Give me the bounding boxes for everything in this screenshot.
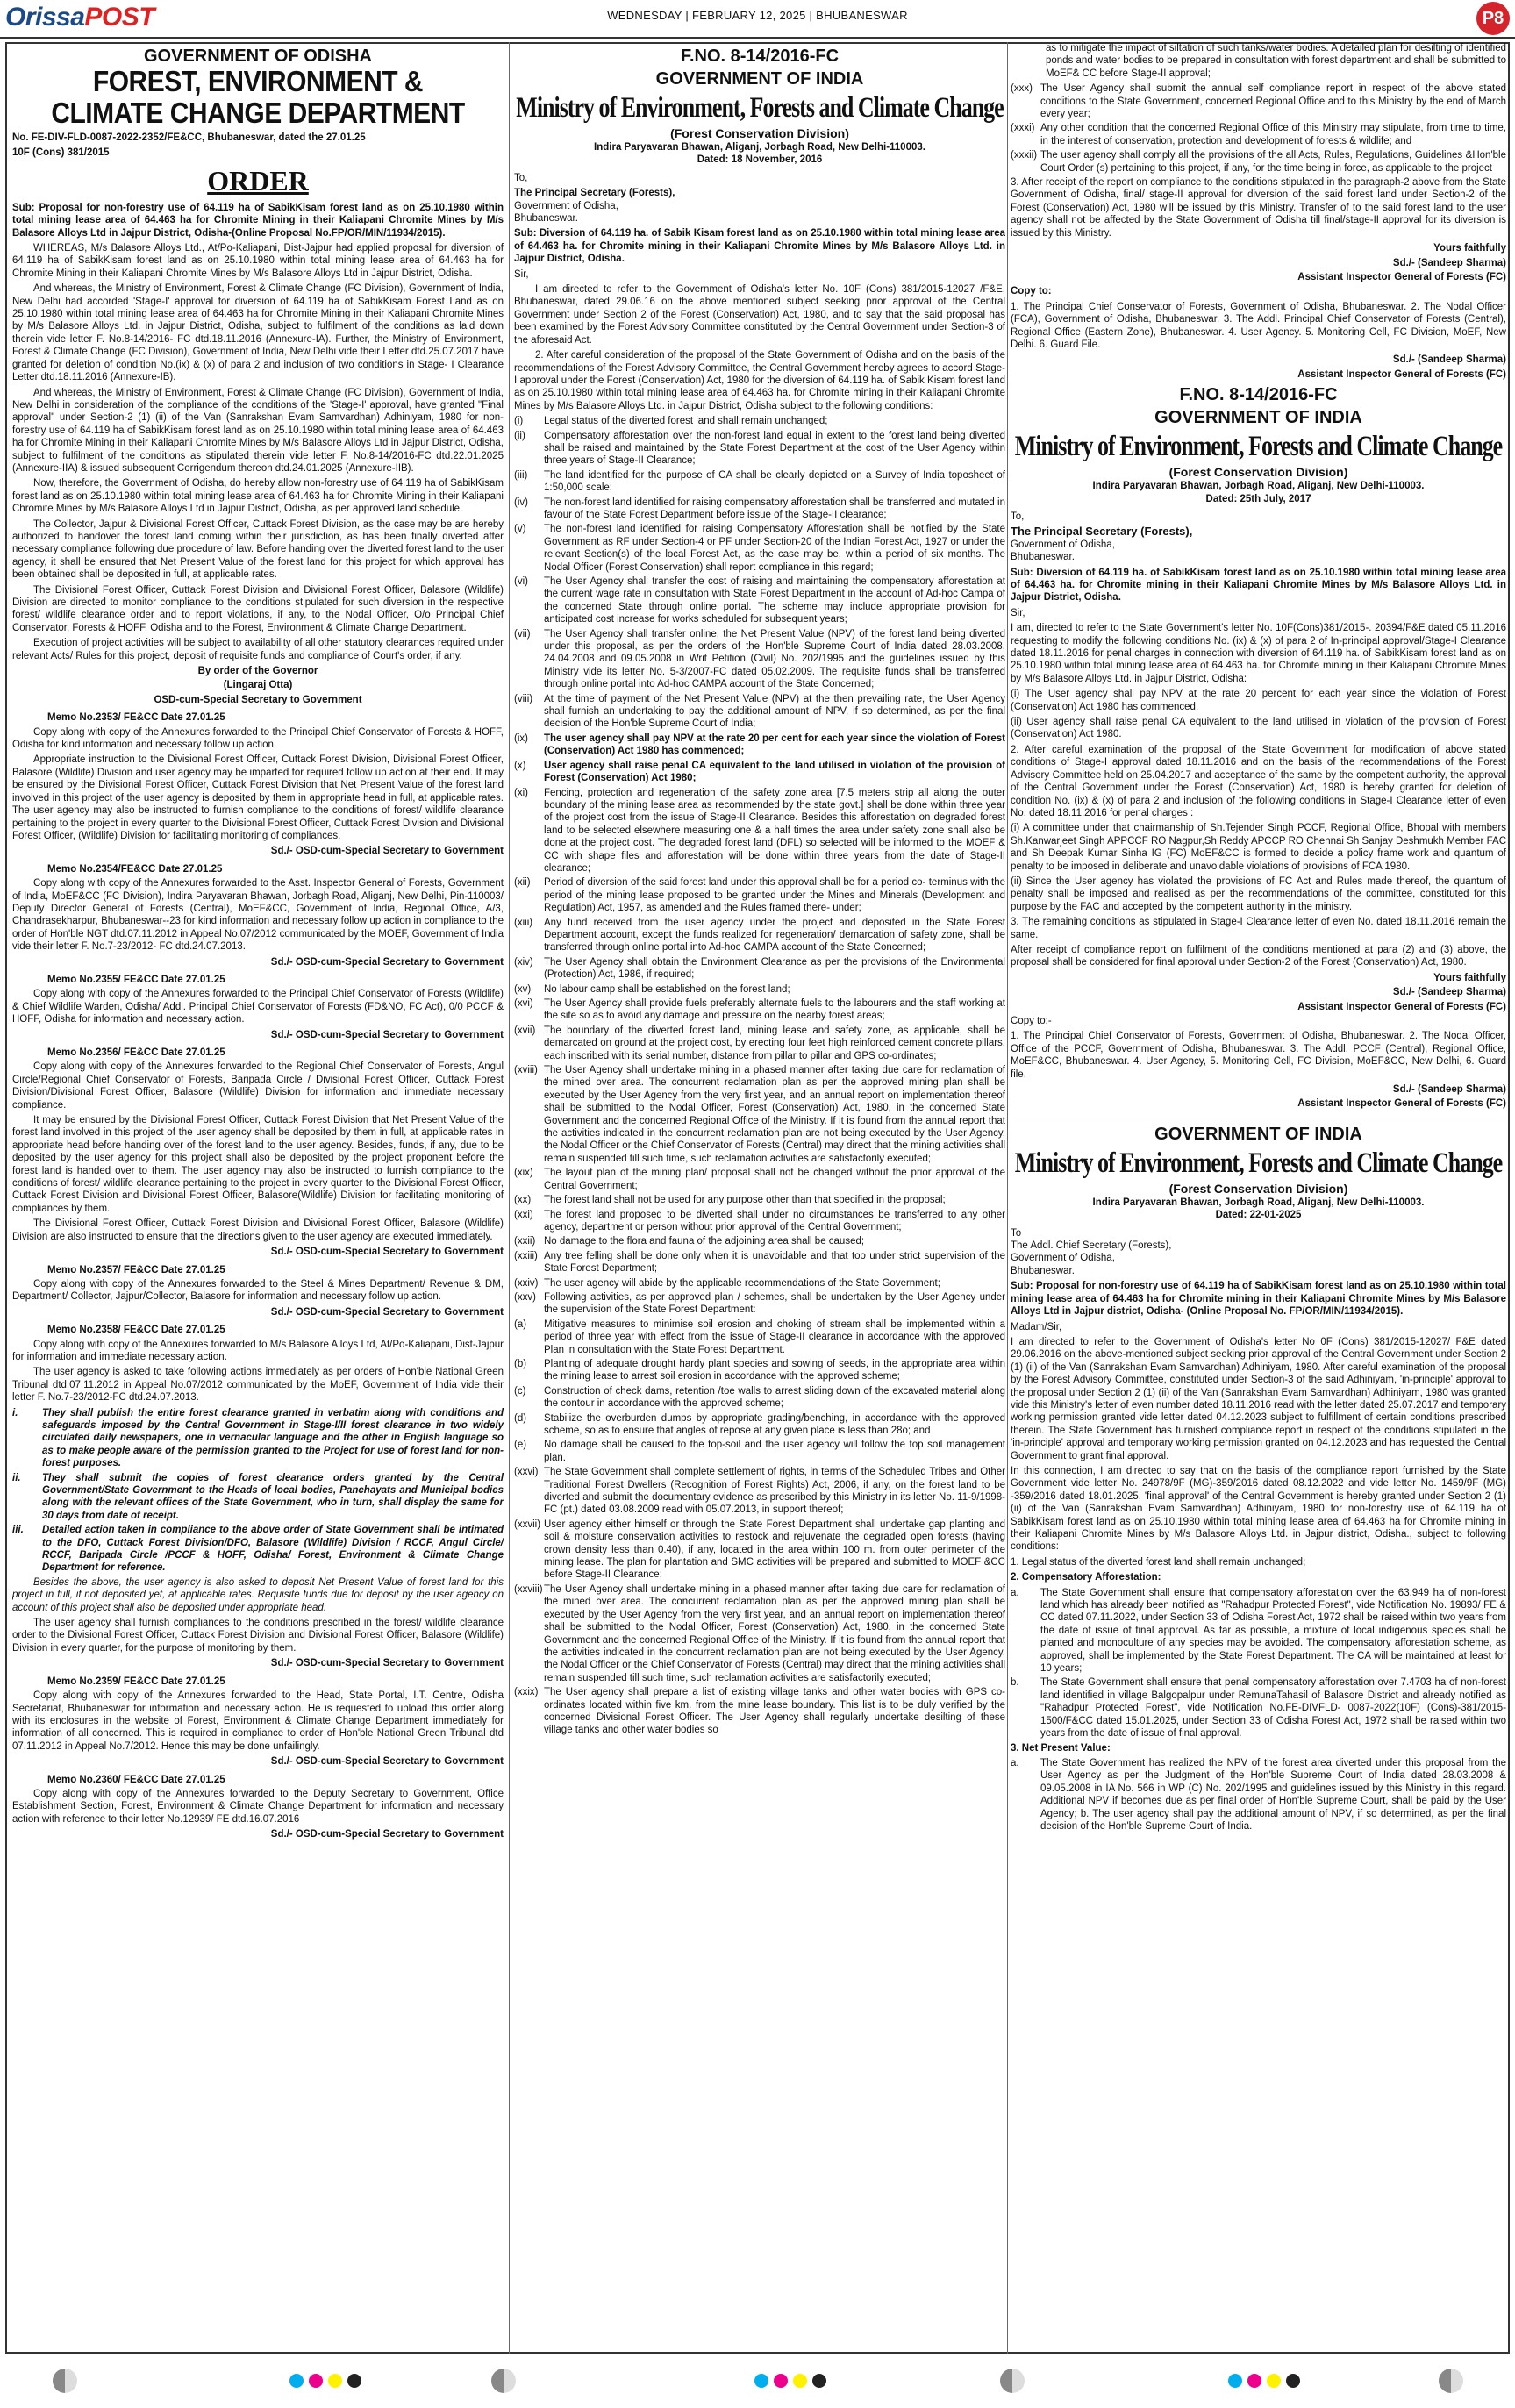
paragraph: (i) The User agency shall pay NPV at the rate 20 percent for each year since the violation of Forest (Conservation) Act 1980 has commenced. (1011, 689, 1506, 712)
registration-mark-icon (1000, 2369, 1025, 2393)
signature-line: Sd./- (Sandeep Sharma) (1392, 257, 1506, 268)
address-line: Indira Paryavaran Bhawan, Aliganj, Jorbagh Road, New Delhi-110003. (594, 142, 925, 153)
condition-item: (xxviii) The User Agency shall undertake mining in a phased manner after taking due care for reclamation of the mined over area. The concurrent reclamation plan as per the approved mining plan shall be executed by the User Agency from the very first year, and an annual report on implementation thereof shall be submitted to the Nodal Officer, Forest (Conservation) Act, 1980, in the concerned State Government and the concerned Regional Office of the Ministry. If it is found from the annual report that the activities indicated in the concurrent reclamation plan are not being executed by the User Agency, the Nodal Officer or the Chief Conservator of Forests (Central) may direct that the mining activities shall remain suspended till such time, such reclamation activities are satisfactorily executed; (514, 1583, 1005, 1683)
addressee: The Addl. Chief Secretary (Forests), (1011, 1240, 1172, 1252)
condition-item: (xxv) Following activities, as per approved plan / schemes, shall be undertaken by the User Agency under the supervision of the State Forest Department: (514, 1291, 1005, 1316)
registration-mark-icon (53, 2369, 77, 2393)
addressee: The Principal Secretary (Forests), (1011, 525, 1193, 539)
paragraph: And whereas, the Ministry of Environment, Forest & Climate Change (FC Division), Government of India, New Delhi in consideration of the compliance of the conditions of the 'Stage-I' approval, have granted "Final approval" under Section-2 (1) (ii) of the Van (Sanrakshan Evam Samvardhan) Adhiniyam, 1980 for non-forestry use of 64.119 ha of SabikKisam forest land as on 25.10.1980 within total mining lease area of 64.463 ha for Chromite Mining in their Kaliapani Chromite Mines by M/s Balasore Alloys Ltd in Jajpur District, Odisha, subject to fulfilment of the conditions as stipulated therein vide letter F. No.8-14/2016-FC dtd.22.01.2025 (Annexure-IIA) & issued subsequent Corrigendum thereon dtd.24.01.2025 (Annexure-IIB). (12, 387, 504, 474)
closing: Yours faithfully (1433, 243, 1506, 254)
registration-mark-icon (491, 2369, 516, 2393)
paragraph: Copy along with copy of the Annexures forwarded to the Head, State Portal, I.T. Centre, Odisha Secretariat, Bhubaneswar for information and necessary action. He is requested to upload this order along with its enclosures in the website of Forest, Environment & Climate Change Department immediately for information of all concerned. This is required in compliance to order of Hon'ble National Green Tribunal dtd 07.11.2012 in Appeal No.7/2012. Hence this may be done unfailingly. (12, 1690, 504, 1752)
column-odisha-order (12, 42, 504, 2354)
signatory-designation: OSD-cum-Special Secretary to Government (154, 694, 362, 705)
list-item: a. The State Government has realized the NPV of the forest area diverted under this proposal from the User Agency as per the Judgment of the Hon'ble Supreme Court of India dated 28.03.2008 & 09.05.2008 in IA No. 566 in WP (C) No. 202/1995 and guidelines issued by this Ministry in this regard. Additional NPV if becomes due as per final order of Hon'ble Supreme Court, shall be paid by the User Agency; b. The user agency shall pay the additional amount of NPV, if so determined, as per the final decision of the Hon'ble Supreme Court of India. (1011, 1757, 1506, 1832)
condition-item: (xx) The forest land shall not be used for any purpose other than that specified in the proposal; (514, 1195, 946, 1206)
letter-subject: Sub: Diversion of 64.119 ha. of Sabik Kisam forest land as on 25.10.1980 within total mining lease area of 64.463 ha. for Chromite mining in their Kaliapani Chromite Mines by M/s Balasore Alloys Ltd. in Jajpur District, Odisha. (514, 228, 1005, 265)
addressee: Government of Odisha, (514, 200, 618, 211)
condition-item: (xxiii) Any tree felling shall be done only when it is unavoidable and that too under strict supervision of the State Forest Department; (514, 1250, 1005, 1275)
paragraph: And whereas, the Ministry of Environment, Forest & Climate Change (FC Division), Government of India, New Delhi had accorded 'Stage-I' approval for diversion of 64.119 ha of SabikKisam Forest Land as on 25.10.1980 within total mining lease area of 64.463 ha for Chromite Mining in their Kaliapani Chromite Mines by M/s Balasore Alloys Ltd. in Jajpur District, Odisha, subject to fulfilment of the conditions as laid down therein vide letter F. No.8-14/2016- FC dtd.18.11.2016 (Annexure-IA). Further, the Ministry of Environment, Forest & Climate Change (FC Division), Government of India, New Delhi vide their Letter dtd.25.07.2017 have granted for deletion of condition No.(ix) & (x) of para 2 and inclusion of two conditions in Stage- I Clearance Letter dtd.18.11.2016 (Annexure-IB). (12, 283, 504, 383)
paragraph: 2. After careful consideration of the proposal of the State Government of Odisha and on the basis of the recommendations of the Forest Advisory Committee, the Central Government hereby agrees to accord Stage-I approval under the Forest (Conservation) Act, 1980 for the diversion of 64.119 ha. of Sabik Kisam forest land as on 25.10.1980 within total mining lease area of 64.463 ha. for Chromite mining in their Kaliapani Chromite Mines by M/s Balasore Alloys Ltd. in Jajpur District, Odisha subject to the following conditions: (514, 350, 1005, 411)
goi-heading: GOVERNMENT OF INDIA (655, 69, 864, 89)
by-order-line: By order of the Governor (197, 666, 318, 677)
paragraph: Copy along with copy of the Annexures forwarded to M/s Balasore Alloys Ltd, At/Po-Kaliapani, Dist-Jajpur for information and immediate necessary action. (12, 1339, 504, 1362)
condition-item: (xxvii) User agency either himself or through the State Forest Department shall undertake gap planting and soil & moisture conservation activities to restock and rejuvenate the degraded open forests (having crown density less than 0.40), if any, located in the area within 100 m. from outer perimeter of the mining lease. The plan for plantation and SMC activities will be prepared and submitted to MOEF &CC before Stage-II Clearance; (514, 1518, 1005, 1581)
address-line: Indira Paryavaran Bhawan, Jorbagh Road, Aliganj, New Delhi-110003. (1092, 481, 1425, 492)
memo-number: Memo No.2357/ FE&CC Date 27.01.25 (47, 1264, 225, 1275)
condition-item: 3. Net Present Value: (1011, 1742, 1111, 1754)
signature-line: Sd./- OSD-cum-Special Secretary to Government (270, 1029, 504, 1040)
memo-number: Memo No.2359/ FE&CC Date 27.01.25 (47, 1676, 225, 1687)
condition-item: (i) Legal status of the diverted forest land shall remain unchanged; (514, 416, 828, 427)
paragraph: Besides the above, the user agency is also asked to deposit Net Present Value of forest land for this project in full, if not deposited yet, at applicable rates. Requisite funds due for deposit by the user agency on account of this project shall also be deposited under appropriate head. (12, 1576, 504, 1613)
signatory-designation: Assistant Inspector General of Forests (FC) (1297, 368, 1506, 380)
signatory-name: (Lingaraj Otta) (223, 680, 293, 691)
paragraph: The user agency shall furnish compliances to the conditions prescribed in the forest/ wildlife clearance order to the Divisional Forest Officer, Cuttack Forest Division and Divisional Forest Officer, Balasore (Wildlife) Division in every quarter, for the purpose of monitoring by them. (12, 1618, 504, 1654)
condition-item: (c) Construction of check dams, retention /toe walls to arrest sliding down of the excavated material along the contour in accordance with the approved scheme; (514, 1385, 1005, 1410)
addressee: Government of Odisha, (1011, 1253, 1115, 1264)
paragraph: Copy along with copy of the Annexures forwarded to the Asst. Inspector General of Forests, Government of India, MoEF&CC (FC Division), Indira Paryavaran Bhawan, Jorbagh Road, Aliganj, New Delhi, Pin-110003/ Deputy Director General of Forests (Central), MoEF&CC, Government of India, Regional Office, A/3, Chandrasekharpur, Bhubaneswar--23 for kind information and necessary follow up action in compliance to the order of Hon'ble NGT dtd.07.11.2012 in Appeal No.07/2012 communicated by the MOEF, Government of India vide their letter F. No.7-23/2012- FC dtd.24.07.2013. (12, 878, 504, 953)
conditions-list (1011, 82, 1506, 175)
addressee: Bhubaneswar. (514, 213, 578, 225)
letter-date: Dated: 22-01-2025 (1215, 1210, 1302, 1221)
letter-subject: Sub: Proposal for non-forestry use of 64.119 ha of SabikKisam forest land as on 25.10.1980 within total mining lease area of 64.463 ha for Chromite mining in their Kaliapani Chromite Mines by M/s Balasore Alloys Ltd in Jajpur district, Odisha- (Online Proposal No. FP/OR/MIN/11934/2015). (1011, 1281, 1506, 1318)
masthead (0, 0, 1515, 39)
condition-item: (a) Mitigative measures to minimise soil erosion and choking of stream shall be implemented within a period of three year with effect from the issue of Stage-II clearance in accordance with the approved Plan in consultation with the State Forest Department. (514, 1318, 1005, 1355)
ministry-heading: Ministry of Environment, Forests and Climate Change (1014, 430, 1503, 462)
paragraph: The Divisional Forest Officer, Cuttack Forest Division and Divisional Forest Officer, Balasore (Wildlife) Division are directed to monitor compliance to the conditions stipulated for such diversion in the respective forest/ wildlife clearance order and to report violations, if any, to the Nodal Officer, O/o Principal Chief Conservator, Forests & HOFF, Odisha and to the Forest, Environment & Climate Change Department. (12, 584, 504, 633)
paragraph: The user agency is asked to take following actions immediately as per orders of Hon'ble National Green Tribunal dtd.07.11.2012 in Appeal No.07/2012 communicated by the MoEF, Government of India vide their letter F. No.7-23/2012-FC dtd.24.07.2013. (12, 1367, 504, 1404)
color-bar-icon (289, 2374, 361, 2388)
paragraph: It may be ensured by the Divisional Forest Officer, Cuttack Forest Division that Net Present Value of the forest land involved in this project of the user agency shall be deposited by them in full, at applicable rates in appropriate head before handing over of the forest land to the user agency. Besides, funds, if any, due to be deposited by the user agency for this project shall also be deposited by the project proponent before the forest land is handed over to them. The user agency may also be instructed to furnish compliance to the conditions of forest/ wildlife clearance pertaining to the project in every quarter to the Divisional Forest Officer, Cuttack Forest Division and Divisional Forest Officer, Balasore(Wildlife) Division for facilitating monitoring of compliances by them. (12, 1115, 504, 1214)
signature-line: Sd./- OSD-cum-Special Secretary to Government (270, 956, 504, 968)
paragraph: I am, directed to refer to the State Government's letter No. 10F(Cons)381/2015-. 20394/F&E dated 05.11.2016 requesting to modify the following conditions No. (ix) & (x) of para 2 of In-principal approval/Stage-I Clearance dated 18.11.2016 for penal charges in connection with diversion of 64.119 ha. of SabikKisam forest land as on 25.10.1980 within total mining lease area of 64.463 ha. for Chromite mining in their Kaliapani Chromite Mines by M/s Balasore Alloys Ltd. in Jajpur District, Odisha: (1011, 623, 1506, 684)
copy-to-list: 1. The Principal Chief Conservator of Forests, Government of Odisha, Bhubaneswar. 2. The Nodal Officer (FCA), Government of Odisha, Bhubaneswar. 3. The Addl. Principal Chief Conservator of Forests (Central), Regional Office (Eastern Zone), Bhubaneswar. 4. User Agency. 5. Monitoring Cell, FC Division, MoEF, New Delhi. 6. Guard File. (1011, 301, 1506, 350)
paragraph: Copy along with copy of the Annexures forwarded to the Principal Chief Conservator of Forests & HOFF, Odisha for kind information and necessary follow up action. (12, 726, 504, 751)
paragraph: Now, therefore, the Government of Odisha, do hereby allow non-forestry use of 64.119 ha of SabikKisam forest land as on 25.10.1980 within total mining lease area of 64.463 ha for Chromite Mining in their Kaliapani Chromite Mines by M/s Balasore Alloys Ltd in Jajpur District, Odisha, as per approved land schedule. (12, 478, 504, 515)
condition-item: (xii) Period of diversion of the said forest land under this approval shall be for a period co- terminus with the period of the mining lease proposed to be granted under the Mines and Minerals (Development and Regulation) Act, 1957, as amended and the Rules framed there- under; (514, 877, 1005, 914)
condition-item: (ix) The user agency shall pay NPV at the rate 20 per cent for each year since the violation of Forest (Conservation) Act 1980 has commenced; (514, 732, 1005, 757)
signature-line: Sd./- OSD-cum-Special Secretary to Government (270, 1306, 504, 1318)
paragraph: The Divisional Forest Officer, Cuttack Forest Division and Divisional Forest Officer, Balasore (Wildlife) Division are also instructed to ensure that the directions given to the user agency are executed immediately. (12, 1218, 504, 1242)
conditions-list (514, 415, 1005, 1737)
address-line: Indira Paryavaran Bhawan, Jorbagh Road, Aliganj, New Delhi-110003. (1092, 1197, 1425, 1208)
letter-subject: Sub: Diversion of 64.119 ha. of SabikKisam forest land as on 25.10.1980 within total mining lease area of 64.463 ha. for Chromite mining in their Kaliapani Chromite Mines by M/s Balasore Alloys Ltd. in Jajpur District, Odisha. (1011, 567, 1506, 604)
condition-item: (x) User agency shall raise penal CA equivalent to the land utilised in violation of the provision of Forest (Conservation) Act 1980; (514, 760, 1005, 784)
list-item: b. The State Government shall ensure that penal compensatory afforestation over 7.4703 ha of non-forest land identified in village Balgopalpur under RemunaTahasil of Balasore District and already notified as "Rahadpur Protected Forest", vide Notification No.FE-DIVFLD- 0087-2022(10F) (Cons)-381/2015-1500/F&CC dated 15.01.2025, under Section 33 of Odisha Forest Act, 1972 shall be raised within two years from the date of issue of final approval. (1011, 1677, 1506, 1740)
condition-item: (xxii) No damage to the flora and fauna of the adjoining area shall be caused; (514, 1236, 865, 1247)
memo-number: Memo No.2354/FE&CC Date 27.01.25 (47, 863, 223, 875)
gov-odisha-heading: GOVERNMENT OF ODISHA (143, 46, 372, 66)
paragraph: Copy along with copy of the Annexures forwarded to the Regional Chief Conservator of Forests, Angul Circle/Regional Chief Conservator of Forests, Baripada Circle / Divisional Forest Officer, Cuttack Forest Division/Divisional Forest Officer, Balasore (Wildlife) Division for information and immediate necessary compliance. (12, 1061, 504, 1111)
paragraph: Execution of project activities will be subject to availability of all other statutory clearances required under relevant Acts/ Rules for this project, deposit of requisite funds and compliance of Court's order, if any. (12, 638, 504, 661)
condition-item: (xxvi) The State Government shall complete settlement of rights, in terms of the Scheduled Tribes and Other Traditional Forest Dwellers (Recognition of Forest Rights) Act, 2006, if any, on the forest land to be diverted and submit the documentary evidence as prescribed by this Ministry in its letter No. 11-9/1998-FC (pt.) dated 03.08.2009 read with 05.07.2013, in support thereof; (514, 1467, 1005, 1516)
condition-item: (xiv) The User Agency shall obtain the Environment Clearance as per the provisions of the Environmental (Protection) Act, 1986, if required; (514, 956, 1005, 981)
division-heading: (Forest Conservation Division) (1168, 465, 1348, 480)
closing: Yours faithfully (1433, 972, 1506, 983)
signatory-designation: Assistant Inspector General of Forests (FC) (1297, 271, 1506, 282)
paragraph: (i) A committee under that chairmanship of Sh.Tejender Singh PCCF, Regional Office, Bhopal with members Sh.Kanwarjeet Singh APPCCF RO Nagpur,Sh Reddy APCCP RO Chennai Sh Sanjay Deshmukh Member FAC and Sh Deepak Kumar Sinha IG (FC) MoEF&CC is formed to decide a policy frame work and quantum of penalty to be imposed in deliberate and unavoidable violations of provisions of FCA 1980. (1011, 823, 1506, 872)
print-registration-strip (0, 2360, 1515, 2404)
paragraph: as to mitigate the impact of siltation of such tanks/water bodies. A detailed plan for desilting of identified ponds and water bodies to be prepared in consultation with forest department and shall be submitted to MoEF& CC before Stage-II approval; (1046, 43, 1506, 79)
letter-date: Dated: 25th July, 2017 (1205, 493, 1311, 504)
division-heading: (Forest Conservation Division) (1168, 1181, 1348, 1196)
condition-item: (e) No damage shall be caused to the top-soil and the user agency will follow the top soil management plan. (514, 1440, 1005, 1463)
paragraph: Appropriate instruction to the Divisional Forest Officer, Cuttack Forest Division, Divisional Forest Officer, Balasore (Wildlife) Division and user agency may be imparted for required follow up action at their end. It may be ensured by the Divisional Forest Officer, Cuttack Forest Division that Net Present Value of the forest land involved in this project of the user agency is deposited by them in appropriate head in full, at applicable rates. The user agency may also be instructed to furnish compliance to the conditions of forest/ wildlife clearance pertaining to the project in every quarter to the Divisional Forest Officer, Cuttack Forest Division and Divisional Forest Officer, (Wildlife) Division for facilitating monitoring of compliances. (12, 754, 504, 841)
condition-item: (ii) Compensatory afforestation over the non-forest land equal in extent to the forest land being diverted shall be raised and maintained by the State Forest Department at the cost of the User Agency within three years of Stage-II Clearance; (514, 430, 1005, 467)
ministry-heading: Ministry of Environment, Forests and Climate Change (1014, 1147, 1503, 1179)
division-heading: (Forest Conservation Division) (670, 126, 849, 140)
signature-line: Sd./- OSD-cum-Special Secretary to Government (270, 1658, 504, 1669)
signature-line: Sd./- (Sandeep Sharma) (1392, 1084, 1506, 1096)
paragraph: (ii) User agency shall raise penal CA equivalent to the land utilised in violation of the provision of Forest (Conservation) Act 1980. (1011, 717, 1506, 740)
signatory-designation: Assistant Inspector General of Forests (FC) (1297, 1098, 1506, 1110)
list-item: a. The State Government shall ensure that compensatory afforestation over the 63.949 ha of non-forest land which has already been notified as "Rahadpur Protected Forest", vide Notification No. 19893/ FE & CC dated 07.11.2022, under Section 33 of Odisha Forest Act, 1972 shall be raised within two years from the date of issue of final approval. As far as possible, a mixture of local indigenous species shall be planted and monoculture of any species may be avoided. The compensatory afforestation scheme, as approved, shall be implemented by the State Forest Department. The CA will be maintained at least for 10 years; (1011, 1587, 1506, 1675)
order-title: ORDER (207, 164, 309, 196)
copy-to-heading: Copy to:- (1011, 1016, 1052, 1026)
color-bar-icon (754, 2374, 826, 2388)
condition-item: 2. Compensatory Afforestation: (1011, 1572, 1161, 1583)
addressee: Bhubaneswar. (1011, 1265, 1075, 1276)
condition-item: (xxx) The User Agency shall submit the annual self compliance report in respect of the above stated conditions to the State Government, concerned Regional Office and to this Ministry by the end of March every year; (1011, 83, 1506, 120)
paragraph: The Collector, Jajpur & Divisional Forest Officer, Cuttack Forest Division, as the case may be are hereby authorized to handover the forest land coming within their jurisdiction, as has been finally diverted after necessary compliance following due procedure of law. Before handing over the diverted forest land to the user agency, it shall be ensured that Net Present Value of the forest land for this project for which approval has been obtained shall be deposited in full, at applicable rates. (12, 518, 504, 581)
list-item: ii. They shall submit the copies of forest clearance orders granted by the Central Government/State Government to the Heads of local bodies, Panchayats and Municipal bodies along with the relevant offices of the State Government, who in turn, shall display the same for 30 days from date of receipt. (12, 1472, 504, 1521)
reference-number-2: 10F (Cons) 381/2015 (12, 147, 110, 159)
condition-item: (xxxi) Any other condition that the concerned Regional Office of this Ministry may stipulate, from time to time, in the interest of conservation, protection and development of forests & wildlife; and (1011, 123, 1506, 146)
condition-item: (d) Stabilize the overburden dumps by appropriate grading/benching, in accordance with the approved scheme, so as to ensure that angles of repose at any given place is less than 28o; and (514, 1412, 1005, 1436)
paragraph: (ii) Since the User agency has violated the provisions of FC Act and Rules made thereof, the quantum of penalty shall be imposed and realised as per the recommendations of the committee, constituted for this purpose by the FAC and accepted by the competent authority in the ministry. (1011, 875, 1506, 912)
copy-to-list: 1. The Principal Chief Conservator of Forests, Government of Odisha, Bhubaneswar. 2. The Nodal Officer, Office of the PCCF, Government of Odisha, Bhubaneswar. 3. The Addl. PCCF (Central), Regional Office, MoEF&CC, Bhubaneswar. 4. User Agency, 5. Monitoring Cell, FC Division, MoEF&CC, New Delhi, 6. Guard file. (1011, 1031, 1506, 1080)
salutation: Madam/Sir, (1011, 1321, 1062, 1333)
column-divider (509, 42, 510, 2354)
condition-item: (vi) The User Agency shall transfer the cost of raising and maintaining the compensatory afforestation at the current wage rate in consultation with State Forest Department in the account of Ad-hoc Campa of the concerned State through online portal. The scheme may include appropriate provision for anticipated cost increase for works scheduled for subsequent years; (514, 576, 1005, 625)
condition-item: (viii) At the time of payment of the Net Present Value (NPV) at the then prevailing rate, the User Agency shall furnish an undertaking to pay the additional amount of NPV, if so determined, as per the final decision of the Hon'ble Supreme Court of India; (514, 693, 1005, 730)
reference-number: No. FE-DIV-FLD-0087-2022-2352/FE&CC, Bhubaneswar, dated the 27.01.25 (12, 132, 366, 143)
condition-item: (xiii) Any fund received from the user agency under the project and deposited in the State Forest Department account, except the funds realized for regeneration/ demarcation of safety zone, shall be transferred through online portal into Ad-hoc CAMPA account of the State Concerned; (514, 917, 1005, 954)
signature-line: Sd./- OSD-cum-Special Secretary to Government (270, 846, 504, 857)
condition-item: (xvii) The boundary of the diverted forest land, mining lease and safety zone, as applicable, shall be demarcated on ground at the project cost, by erecting four feet high reinforced cement concrete pillars, each inscribed with its serial number, distance from pillar to pillar and GPS co-ordinates; (514, 1025, 1005, 1061)
paragraph: 3. After receipt of the report on compliance to the conditions stipulated in the paragraph-2 above from the State Government of Odisha, final/ stage-II approval for diversion of the said forest land under Section-2 of the Forest (Conservation) Act, 1980 will be issued by this Ministry. Transfer of to the said forest land to the user agency shall not be affected by the State Government of Odisha till final/stage-II approval for its diversion is issued by this Ministry. (1011, 177, 1506, 239)
paragraph: In this connection, I am directed to say that on the basis of the compliance report furnished by the State Government vide letter No. 24978/9F (MG)-359/2016 dated 08.12.2022 and vide letter No. 1459/9F (MG) -359/2016 dated 18.01.2025, 'final approval' of the Central Government is hereby granted under Section 2 (1) (ii) of the Van (Sanrakshan Evam Samvardhan) Adhiniyam, 1980 for non-forestry use of 64.119 ha of SabikKisam forest land as on 25.10.1980 within total mining lease area of 64.463 ha for Chromite mining in their Kaliapani Chromite Mines by M/s Balasore Alloys Ltd. in Jajpur district, Odisha., subject to following conditions: (1011, 1465, 1506, 1553)
condition-item: (xi) Fencing, protection and regeneration of the safety zone area [7.5 meters strip all along the outer boundary of the mining lease area as recommended by the state govt.] shall be done within three year of the project cost from the issue of Stage-II Clearance. Besides this afforestation on degraded forest land to be selected elsewhere measuring one & a half times the area under safety zone shall also be done at the project cost. The degraded forest land (DFL) so selected will be informed to the MOEF & CC with shape files and afforestation will be done within three years from the date of Stage-II clearance; (514, 787, 1005, 874)
signature-line: Sd./- OSD-cum-Special Secretary to Government (270, 1247, 504, 1258)
color-bar-icon (1228, 2374, 1300, 2388)
column-letters (1011, 42, 1506, 2354)
condition-item: (xxxii) The user agency shall comply all the provisions of the all Acts, Rules, Regulations, Guidelines &Hon'ble Court Order (s) pertaining to this project, if any, for the time being in force, as applicable to the project (1011, 150, 1506, 174)
memo-number: Memo No.2358/ FE&CC Date 27.01.25 (47, 1325, 225, 1336)
paragraph: WHEREAS, M/s Balasore Alloys Ltd., At/Po-Kaliapani, Dist-Jajpur had applied proposal for diversion of 64.119 ha of SabikKisam forest land as on 25.10.1980 within total mining lease area of 64.463 ha for Chromite Mining in their Kaliapani Chromite Mines by M/s Balasore Alloys Ltd in Jajpur District, Odisha. (12, 243, 504, 279)
signature-line: Sd./- OSD-cum-Special Secretary to Government (270, 1756, 504, 1768)
salutation: Sir, (514, 268, 529, 280)
addressee: The Principal Secretary (Forests), (514, 188, 675, 199)
condition-item: (xxi) The forest land proposed to be diverted shall under no circumstances be transferred to any other agency, department or person without prior approval of the Central Government; (514, 1209, 1005, 1233)
memo-number: Memo No.2355/ FE&CC Date 27.01.25 (47, 974, 225, 985)
condition-item: (xviii) The User Agency shall undertake mining in a phased manner after taking due care for reclamation of the mined over area. The concurrent reclamation plan as per the approved mining plan shall be executed by the User Agency from the very first year, and an annual report on implementation thereof shall be submitted to the Nodal Officer, Forest (Conservation) Act, 1980, in the concerned State Government and the concerned Regional Office of the Ministry. If it is found from the annual report that the activities indicated in the concurrent reclamation plan are not being executed by the User Agency, the Nodal Officer or the Chief Conservator of Forests (Central) may direct that the mining activities shall remain suspended till such time, such reclamation activities are satisfactorily executed; (514, 1065, 1005, 1164)
copy-to-heading: Copy to: (1011, 286, 1052, 297)
memo-number: Memo No.2353/ FE&CC Date 27.01.25 (47, 712, 225, 724)
ministry-heading: Ministry of Environment, Forests and Climate Change (516, 91, 1004, 124)
paragraph: 2. After careful examination of the proposal of the State Government for modification of above stated conditions of Stage-I approval dated 18.11.2016 and on the basis of the recommendations of the Forest Advisory Committee held on 25.04.2017 and acceptance of the same by the competent authority, the approval of the Central Government under the Forest (Conservation) Act, 1980 is hereby granted for deletion of condition No. (ix) & (x) of para 2 and inclusion of the following conditions in Stage-I Clearance letter of even No. dated 18.11.2016 for penal charges : (1011, 744, 1506, 818)
signatory-designation: Assistant Inspector General of Forests (FC) (1297, 1001, 1506, 1012)
letter-date: Dated: 18 November, 2016 (697, 154, 823, 166)
signature-line: Sd./- (Sandeep Sharma) (1392, 354, 1506, 366)
condition-item: (xxix) The User agency shall prepare a list of existing village tanks and other water bodies with GPS co-ordinates located within five km. from the mine lease boundary. This list is to be duly verified by the concerned Divisional Forest Officer. The User Agency shall regularly undertake desilting of these village tanks and other water bodies so (514, 1687, 1005, 1736)
column-divider (1007, 42, 1008, 2354)
list-item: iii. Detailed action taken in compliance to the above order of State Government shall be intimated to the DFO, Cuttack Forest Division/DFO, Balasore (Wildlife) Division / RCCF, Angul Circle/ RCCF, Baripada Circle /PCCF & HOFF, Odisha/ Forest, Environment & Climate Change Department for reference. (12, 1525, 504, 1574)
dateline: WEDNESDAY | FEBRUARY 12, 2025 | BHUBANESWAR (607, 9, 908, 22)
condition-item: (xv) No labour camp shall be established on the forest land; (514, 983, 790, 995)
signature-line: Sd./- (Sandeep Sharma) (1392, 987, 1506, 998)
registration-mark-icon (1439, 2369, 1463, 2393)
paragraph: Copy along with copy of the Annexures forwarded to the Steel & Mines Department/ Revenue & DM, Department/ Collector, Jajpur/Collector, Balasore for information and necessary follow up action. (12, 1278, 504, 1303)
condition-item: (xvi) The User Agency shall provide fuels preferably alternate fuels to the labourers and the staff working at the site so as to avoid any damage and pressure on the nearby forest areas; (514, 998, 1005, 1022)
order-subject: Sub: Proposal for non-forestry use of 64.119 ha of SabikKisam forest land as on 25.10.1980 within total mining lease area of 64.463 ha for Chromite Mining in their Kaliapani Chromite Mines by M/s Balasore Alloys Ltd in Jajpur District, Odisha-(Online Proposal No.FP/OR/MIN/11934/2015). (12, 202, 504, 239)
addressee: Bhubaneswar. (1011, 552, 1075, 563)
condition-item: (iii) The land identified for the purpose of CA shall be clearly depicted on a Survey of India toposheet of 1:50,000 scale; (514, 469, 1005, 494)
paragraph: I am directed to refer to the Government of Odisha's letter No 0F (Cons) 381/2015-12027/ F&E dated 29.06.2016 on the above-mentioned subject seeking prior approval of the Central Government under Section 2 (1) (ii) of the Van (Sanrakshan Evam Samvardhan) Adhiniyam, 1980. After careful examination of the proposal by the Forest Advisory Committee, constituted under Section-3 of the said Adhiniyam, 'in-principle' approval to the proposal under Section 2 (1) (ii) of the Van (Sanrakshan Evam Samvardhan) Adhiniyam, 1980 was granted vide this Ministry's letter of even number dated 18.11.2016 read with the letter dated 25.07.2017 and temporary working permission granted vide letter dated 04.12.2023 subject to fulfillment of certain conditions prescribed therein. The State Government has furnished compliance report in respect of the conditions stipulated in the 'in-principle' approval and temporary working permission granted on 04.12.2023 and has requested the Central Government to grant final approval. (1011, 1336, 1506, 1461)
condition-item: 1. Legal status of the diverted forest land shall remain unchanged; (1011, 1556, 1306, 1568)
paragraph: After receipt of compliance report on fulfilment of the conditions mentioned at para (2) and (3) above, the proposal shall be considered for final approval under Section-2 of the Forest (Conservation) Act, 1980. (1011, 944, 1506, 968)
to-line: To (1011, 1227, 1022, 1239)
column-stage1-letter (514, 42, 1005, 2354)
paragraph: Copy along with copy of the Annexures forwarded to the Principal Chief Conservator of Forests (Wildlife) & Chief Wildlife Warden, Odisha/ Addl. Principal Chief Conservator of Forests (FD&NO, FC Act), 0/0 PCCF & HOFF, Odisha for information and necessary action. (12, 989, 504, 1025)
signature-line: Sd./- OSD-cum-Special Secretary to Government (270, 1829, 504, 1840)
condition-item: (iv) The non-forest land identified for raising compensatory afforestation shall be transferred and mutated in favour of the State Forest Department before issue of the Stage-II clearance; (514, 497, 1005, 520)
condition-item: (b) Planting of adequate drought hardy plant species and sowing of seeds, in the appropriate area within the mining lease to arrest soil erosion in accordance with the approved scheme; (514, 1358, 1005, 1383)
paragraph: I am directed to refer to the Government of Odisha's letter No. 10F (Cons) 381/2015-12027 /F&E, Bhubaneswar, dated 29.06.16 on the above mentioned subject seeking prior approval of the Central Government under Section 2 of the Forest (Conservation) Act, 1980, and to say that the said proposal has been examined by the Forest Advisory Committee constituted by the Central Government under Section-3 of the aforesaid Act. (514, 284, 1005, 346)
newspaper-logo: OrissaPOST (5, 3, 155, 32)
file-number: F.NO. 8-14/2016-FC (1179, 385, 1338, 405)
memo-number: Memo No.2356/ FE&CC Date 27.01.25 (47, 1047, 225, 1058)
goi-heading: GOVERNMENT OF INDIA (1154, 1124, 1362, 1144)
condition-item: (xxiv) The user agency will abide by the applicable recommendations of the State Government; (514, 1277, 940, 1289)
condition-item: (vii) The User Agency shall transfer online, the Net Present Value (NPV) of the forest land being diverted under this proposal, as per the orders of the Hon'ble Supreme Court of India dated 28.03.2008, 24.04.2008 and 09.05.2008 in Writ Petition (Civil) No. 202/1995 and the guidelines issued by this Ministry vide its letter No. 5-3/2007-FC dated 05.02.2009. The requisite funds shall be transferred through online portal into Ad-hoc CAMPA account of the State Concerned; (514, 628, 1005, 690)
paragraph: Copy along with copy of the Annexures forwarded to the Deputy Secretary to Government, Office Establishment Section, Forest, Environment & Climate Change Department for information and necessary action with reference to their letter No.12939/ FE dtd.16.07.2016 (12, 1788, 504, 1825)
addressee: Government of Odisha, (1011, 539, 1115, 550)
goi-heading: GOVERNMENT OF INDIA (1154, 408, 1362, 428)
to-line: To, (1011, 511, 1025, 522)
department-heading-2: CLIMATE CHANGE DEPARTMENT (51, 96, 465, 130)
page-number-badge: P8 (1476, 2, 1510, 35)
condition-item: (xix) The layout plan of the mining plan/ proposal shall not be changed without the prior approval of the Central Government; (514, 1168, 1005, 1191)
paragraph: 3. The remaining conditions as stipulated in Stage-I Clearance letter of even No. dated 18.11.2016 remain the same. (1011, 917, 1506, 940)
file-number: F.NO. 8-14/2016-FC (680, 46, 840, 66)
to-line: To, (514, 172, 528, 183)
salutation: Sir, (1011, 607, 1025, 618)
list-item: i. They shall publish the entire forest clearance granted in verbatim along with conditions and safeguards imposed by the Central Government in Stage-I/II forest clearance in two widely circulated daily newspapers, one in vernacular language and the other in English language so as to make people aware of the permission granted to the Project for use of forest land for non-forest purposes. (12, 1407, 504, 1469)
memo-number: Memo No.2360/ FE&CC Date 27.01.25 (47, 1774, 225, 1785)
department-heading-1: FOREST, ENVIRONMENT & (92, 65, 424, 98)
condition-item: (v) The non-forest land identified for raising Compensatory Afforestation shall be notified by the State Government as RF under Section-4 or PF under Section-20 of the Indian Forest Act, 1927 or under the relevant Section(s) of the local Forest Act, as the case may be, within a period of six months. The Nodal Officer (Forest Conservation) shall report compliance in this regard; (514, 524, 1005, 573)
